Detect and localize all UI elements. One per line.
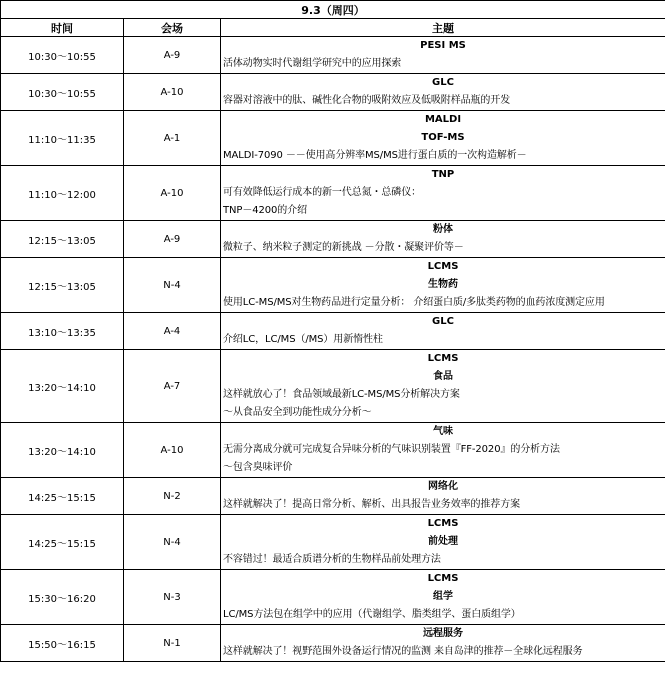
topic-category: 气味 (433, 426, 453, 437)
table-row (1, 37, 665, 74)
topic-description: 使用LC-MS/MS对生物药品进行定量分析： 介绍蛋白质/多肽类药物的血药浓度测定应用 (223, 297, 605, 308)
header-venue: 会场 (124, 19, 221, 37)
session-venue: N-1 (124, 625, 221, 662)
session-time: 13:20～14:10 (1, 423, 124, 478)
topic-description: 微粒子、纳米粒子测定的新挑战 －分散・凝聚评价等－ (223, 242, 464, 253)
session-topic (221, 478, 665, 515)
session-venue: N-2 (124, 478, 221, 515)
session-topic (221, 74, 665, 111)
session-topic (221, 570, 665, 625)
table-row (1, 166, 665, 221)
topic-category: TOF-MS (421, 132, 465, 143)
table-row (1, 313, 665, 350)
topic-description: ～从食品安全到功能性成分分析～ (223, 407, 372, 418)
session-time: 15:50～16:15 (1, 625, 124, 662)
table-row (1, 423, 665, 478)
session-time: 14:25～15:15 (1, 478, 124, 515)
topic-category: MALDI (424, 114, 462, 125)
session-venue: N-4 (124, 515, 221, 570)
topic-description: ～包含臭味评价 (223, 462, 293, 473)
topic-description: MALDI-7090 －－使用高分辨率MS/MS进行蛋白质的一次构造解析－ (223, 150, 527, 161)
topic-category: LCMS (427, 353, 459, 364)
topic-category: 远程服务 (423, 628, 463, 639)
topic-description: 这样就放心了！食品领域最新LC-MS/MS分析解决方案 (223, 389, 460, 400)
table-row (1, 350, 665, 423)
topic-description: 无需分离成分就可完成复合异味分析的气味识别装置『FF-2020』的分析方法 (223, 444, 560, 455)
table-row (1, 570, 665, 625)
topic-category: LCMS (427, 573, 459, 584)
session-topic (221, 111, 665, 166)
session-topic (221, 515, 665, 570)
topic-category: LCMS (427, 518, 459, 529)
session-topic (221, 166, 665, 221)
topic-description: 这样就解决了！提高日常分析、解析、出具报告业务效率的推荐方案 (223, 499, 520, 510)
date-row (1, 1, 665, 19)
session-venue: A-9 (124, 37, 221, 74)
session-venue: A-9 (124, 221, 221, 258)
table-row (1, 478, 665, 515)
session-topic (221, 423, 665, 478)
topic-description: 可有效降低运行成本的新一代总氮・总磷仪： (223, 187, 421, 198)
table-row (1, 625, 665, 662)
table-row (1, 515, 665, 570)
topic-description: 不容错过！最适合质谱分析的生物样品前处理方法 (223, 554, 441, 565)
topic-category: 粉体 (433, 224, 453, 235)
topic-category: TNP (431, 169, 455, 180)
session-time: 11:10～12:00 (1, 166, 124, 221)
topic-category: LCMS (427, 261, 459, 272)
session-venue: N-4 (124, 258, 221, 313)
session-topic (221, 625, 665, 662)
session-topic (221, 313, 665, 350)
session-topic (221, 221, 665, 258)
topic-description: LC/MS方法包在组学中的应用（代谢组学、脂类组学、蛋白质组学） (223, 609, 521, 620)
date-title: 9.3（周四） (1, 1, 665, 19)
session-venue: A-10 (124, 166, 221, 221)
session-topic (221, 37, 665, 74)
session-venue: A-1 (124, 111, 221, 166)
topic-description: 介绍LC，LC/MS（/MS）用新惰性柱 (223, 334, 383, 345)
topic-category: 前处理 (428, 536, 458, 547)
session-venue: A-4 (124, 313, 221, 350)
session-venue: A-10 (124, 74, 221, 111)
session-topic (221, 350, 665, 423)
session-time: 12:15～13:05 (1, 221, 124, 258)
header-row (1, 19, 665, 37)
table-row (1, 258, 665, 313)
topic-description: 活体动物实时代谢组学研究中的应用探索 (223, 58, 402, 69)
topic-category: 组学 (433, 591, 453, 602)
topic-category: GLC (432, 316, 454, 327)
topic-description: 容器对溶液中的肽、碱性化合物的吸附效应及低吸附样品瓶的开发 (223, 95, 511, 106)
schedule-body (1, 37, 665, 662)
session-time: 13:20～14:10 (1, 350, 124, 423)
session-topic (221, 258, 665, 313)
table-row (1, 111, 665, 166)
topic-category: 网络化 (428, 481, 458, 492)
session-time: 10:30～10:55 (1, 37, 124, 74)
table-row (1, 221, 665, 258)
session-time: 11:10～11:35 (1, 111, 124, 166)
session-time: 14:25～15:15 (1, 515, 124, 570)
session-time: 13:10～13:35 (1, 313, 124, 350)
topic-category: GLC (432, 77, 454, 88)
header-topic: 主题 (221, 19, 665, 37)
session-venue: A-7 (124, 350, 221, 423)
topic-category: 食品 (433, 371, 453, 382)
session-venue: N-3 (124, 570, 221, 625)
topic-description: 这样就解决了！视野范围外设备运行情况的监测 来自岛津的推荐－全球化远程服务 (223, 646, 583, 657)
table-row (1, 74, 665, 111)
session-time: 10:30～10:55 (1, 74, 124, 111)
session-venue: A-10 (124, 423, 221, 478)
session-time: 15:30～16:20 (1, 570, 124, 625)
topic-category: PESI MS (420, 40, 466, 51)
topic-description: TNP－4200的介绍 (223, 205, 307, 216)
session-time: 12:15～13:05 (1, 258, 124, 313)
topic-category: 生物药 (428, 279, 458, 290)
header-time: 时间 (1, 19, 124, 37)
